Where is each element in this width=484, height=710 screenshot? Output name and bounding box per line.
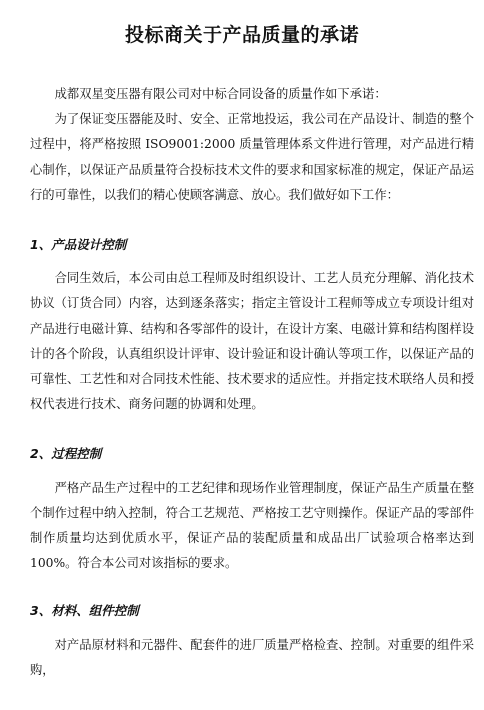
spacer xyxy=(30,257,474,266)
document-title: 投标商关于产品质量的承诺 xyxy=(124,24,359,46)
section-text-design: 合同生效后，本公司由总工程师及时组织设计、工艺人员充分理解、消化技术协议（订货合同）内容，达到逐条落实；指定主管设计工程师等成立专项设计组对产品进行电磁计算、结构和各零部件的设计，在设计方案、电磁计算和结构图样设计的各个阶段，认真组织设计评审、设计验证和设计确认等项工作，以保证产品的可靠性、工艺性和对合同技术性能、技术要求的适应性。并指定技术联络人员和授权代表进行技术、商务问题的协调和处理。 xyxy=(30,271,474,412)
intro-paragraph: 成都双星变压器有限公司对中标合同设备的质量作如下承诺： xyxy=(54,87,387,101)
spacer xyxy=(30,576,474,598)
section-text-materials: 对产品原材料和元器件、配套件的进厂质量严格检查、控制。对重要的组件采购， xyxy=(30,637,474,677)
section-heading-materials: 3、材料、组件控制 xyxy=(30,603,139,619)
document-body xyxy=(30,82,474,683)
preamble-paragraph: 为了保证变压器能及时、安全、正常地投运，我公司在产品设计、制造的整个过程中，将严格按照 ISO9001:2000 质量管理体系文件进行管理，对产品进行精心制作，以保证产品质量符合投标技术文件的要求和国家标准的规定，保证产品运行的可靠性，以我们的精心使顾客满意、放心。我们做好如下工作： xyxy=(30,112,474,202)
spacer xyxy=(30,624,474,633)
section-text-process: 严格产品生产过程中的工艺纪律和现场作业管理制度，保证产品生产质量在整个制作过程中纳入控制，符合工艺规范、严格按工艺守则操作。保证产品的零部件制作质量均达到优质水平，保证产品的装配质量和成品出厂试验项合格率达到 100%。符合本公司对该指标的要求。 xyxy=(30,480,474,571)
spacer xyxy=(30,208,474,232)
section-heading-design: 1、产品设计控制 xyxy=(30,237,127,253)
spacer xyxy=(30,467,474,476)
section-heading-process: 2、过程控制 xyxy=(30,446,102,462)
spacer xyxy=(30,417,474,441)
